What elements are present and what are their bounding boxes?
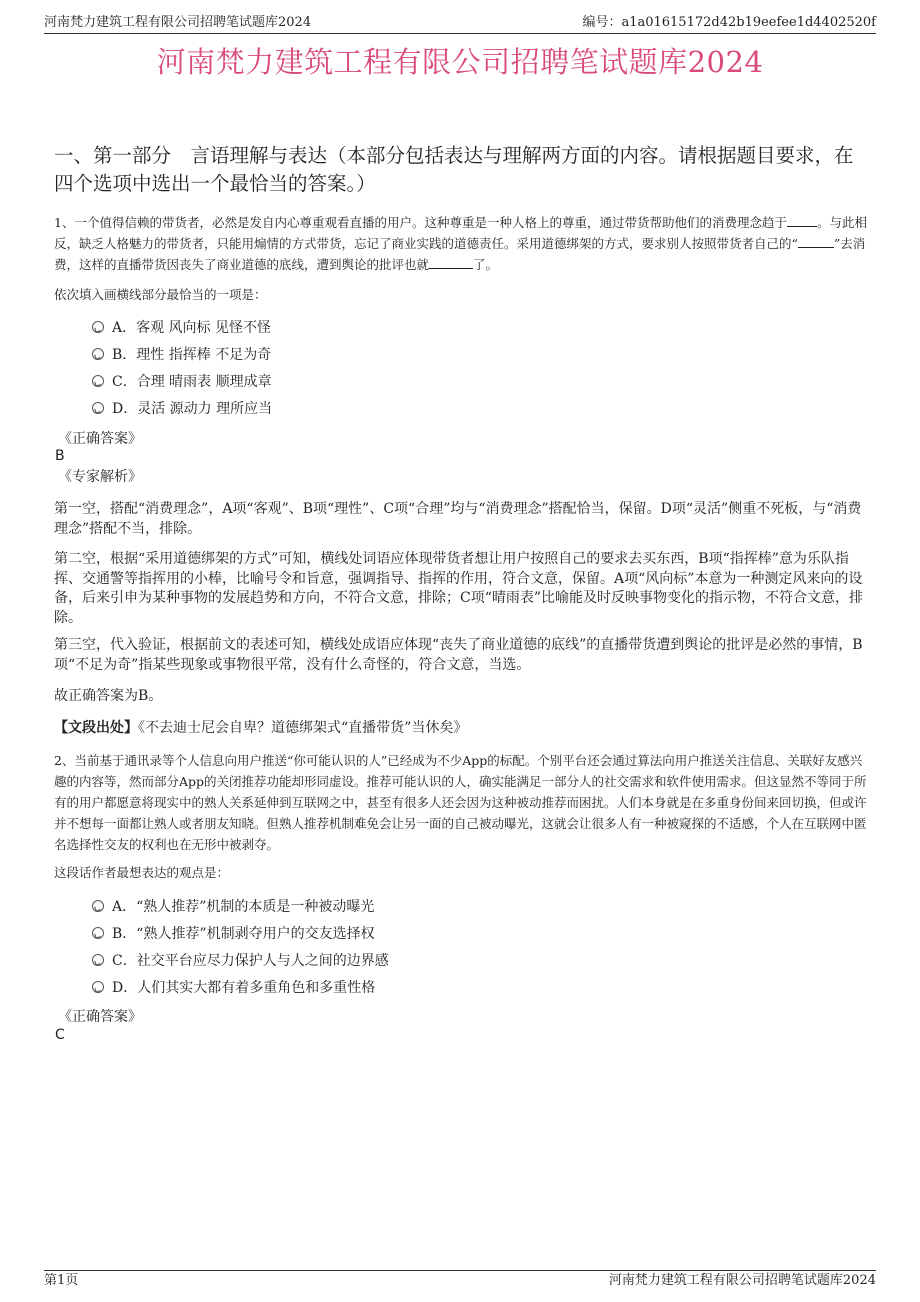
footer-right: 河南梵力建筑工程有限公司招聘笔试题库2024 xyxy=(608,1273,876,1288)
radio-icon[interactable] xyxy=(92,402,104,414)
radio-icon[interactable] xyxy=(92,321,104,333)
question-2-prompt: 这段话作者最想表达的观点是： xyxy=(54,865,230,880)
q1-option-d[interactable]: D．灵活 源动力 理所应当 xyxy=(92,399,272,419)
q2-option-a[interactable]: A．“熟人推荐”机制的本质是一种被动曝光 xyxy=(92,897,374,917)
q1-source: 【文段出处】《不去迪士尼会自卑？道德绑架式“直播带货”当休矣》 xyxy=(54,720,468,736)
radio-icon[interactable] xyxy=(92,954,104,966)
q1-option-c[interactable]: C．合理 晴雨表 顺理成章 xyxy=(92,372,272,392)
radio-icon[interactable] xyxy=(92,981,104,993)
radio-icon[interactable] xyxy=(92,348,104,360)
q1-analysis-1: 第一空，搭配“消费理念”，A项“客观”、B项“理性”、C项“合理”均与“消费理念”搭配恰当，保留。D项“灵活”侧重不死板，与“消费理念”搭配不当，排除。 xyxy=(54,501,862,537)
radio-icon[interactable] xyxy=(92,900,104,912)
blank-2 xyxy=(798,235,834,248)
question-1-prompt: 依次填入画横线部分最恰当的一项是： xyxy=(54,287,267,302)
blank-3 xyxy=(429,256,473,269)
blank-1 xyxy=(787,214,817,227)
header-left: 河南梵力建筑工程有限公司招聘笔试题库2024 xyxy=(44,15,312,30)
page-title: 河南梵力建筑工程有限公司招聘笔试题库2024 xyxy=(156,45,764,79)
radio-icon[interactable] xyxy=(92,375,104,387)
radio-icon[interactable] xyxy=(92,927,104,939)
page-number: 第1页 xyxy=(44,1273,79,1288)
q2-answer: C xyxy=(55,1027,65,1043)
q1-analysis-3: 第三空，代入验证，根据前文的表述可知，横线处成语应体现“丧失了商业道德的底线”的直播带货遭到舆论的批评是必然的事情，B项“不足为奇”指某些现象或事物很平常，没有什么奇怪的，符合文意，当选。 xyxy=(54,637,863,673)
page-header xyxy=(44,13,876,34)
q1-analysis-2: 第二空，根据“采用道德绑架的方式”可知，横线处词语应体现带货者想让用户按照自己的要求去买东西，B项“指挥棒”意为乐队指挥、交通警等指挥用的小棒，比喻号令和旨意，强调指导、指挥的作用，符合文意，保留。A项“风向标”本意为一种测定风来向的设备，后来引申为某种事物的发展趋势和方向，不符合文意，排除；C项“晴雨表”比喻能及时反映事物变化的指示物，不符合文意，排除。 xyxy=(54,551,864,626)
q2-answer-label: 《正确答案》 xyxy=(58,1009,142,1025)
page-footer xyxy=(44,1270,876,1291)
q1-conclusion: 故正确答案为B。 xyxy=(54,688,163,704)
q1-answer: B xyxy=(55,448,65,464)
question-2-text: 2、当前基于通讯录等个人信息向用户推送“你可能认识的人”已经成为不少App的标配。个别平台还会通过算法向用户推送关注信息、关联好友感兴趣的内容等，然而部分App的关闭推荐功能却形同虚设。推荐可能认识的人，确实能满足一部分人的社交需求和软件使用需求。但这显然不等同于所有的用户都愿意将现实中的熟人关系延伸到互联网之中，甚至有很多人还会因为这种被动推荐而困扰。人们本身就是在多重身份间来回切换，但或许并不想每一面都让熟人或者朋友知晓。但熟人推荐机制难免会让另一面的自己被动曝光，这就会让很多人有一种被窥探的不适感，个人在互联网中匿名选择性交友的权利也在无形中被剥夺。 xyxy=(54,753,867,852)
q1-answer-label: 《正确答案》 xyxy=(58,431,142,447)
q1-option-b[interactable]: B．理性 指挥棒 不足为奇 xyxy=(92,345,271,365)
q1-analysis-label: 《专家解析》 xyxy=(58,469,142,485)
q2-option-c[interactable]: C．社交平台应尽力保护人与人之间的边界感 xyxy=(92,951,389,971)
question-1-text: 1、一个值得信赖的带货者，必然是发自内心尊重观看直播的用户。这种尊重是一种人格上的尊重，通过带货帮助他们的消费理念趋于 。与此相反，缺乏人格魅力的带货者，只能用煽情的方式带货，忘记了商业实践的道德责任。采用道德绑架的方式，要求别人按照带货者自己的“ ”去消费，这样的直播带货因丧失了商业道德的底线，遭到舆论的批评也就 了。 xyxy=(54,215,867,272)
section-heading: 一、第一部分 言语理解与表达（本部分包括表达与理解两方面的内容。请根据题目要求，在四个选项中选出一个最恰当的答案。） xyxy=(54,144,854,195)
header-serial: 编号：a1a01615172d42b19eefee1d4402520f xyxy=(582,15,876,30)
q2-option-d[interactable]: D．人们其实大都有着多重角色和多重性格 xyxy=(92,978,375,998)
q2-option-b[interactable]: B．“熟人推荐”机制剥夺用户的交友选择权 xyxy=(92,924,375,944)
q1-option-a[interactable]: A．客观 风向标 见怪不怪 xyxy=(92,318,271,338)
